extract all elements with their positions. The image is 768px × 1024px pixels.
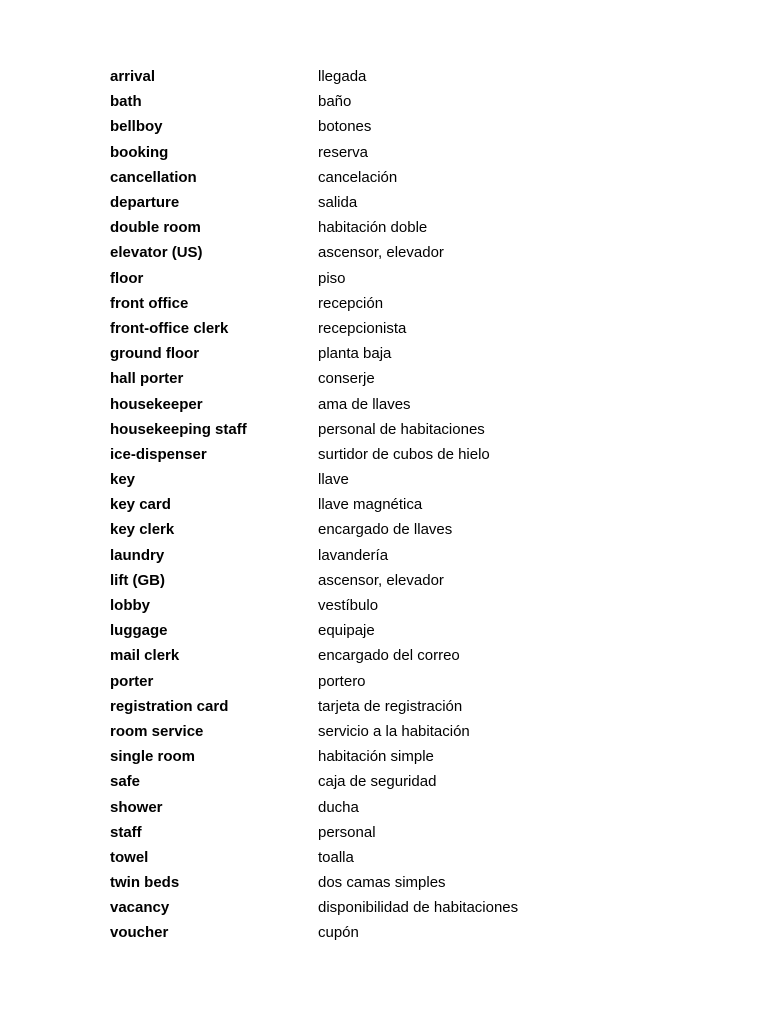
glossary-translation: tarjeta de registración xyxy=(318,697,463,715)
glossary-term: lift (GB) xyxy=(110,571,165,589)
glossary-translation: caja de seguridad xyxy=(318,773,437,791)
glossary-translation: llegada xyxy=(318,68,367,86)
glossary-term: hall porter xyxy=(110,370,184,388)
glossary-term: registration card xyxy=(110,697,229,715)
glossary-translation: cancelación xyxy=(318,168,398,186)
glossary-row xyxy=(110,114,670,139)
glossary-term: ground floor xyxy=(110,345,200,363)
glossary-translation: cupón xyxy=(318,924,359,942)
glossary-translation: llave magnética xyxy=(318,496,423,514)
glossary-translation: salida xyxy=(318,194,358,212)
glossary-row xyxy=(110,719,670,744)
glossary-translation: portero xyxy=(318,672,366,690)
glossary-row xyxy=(110,870,670,895)
glossary-row xyxy=(110,240,670,265)
glossary-term: twin beds xyxy=(110,874,180,892)
glossary-translation: llave xyxy=(318,471,349,489)
glossary-translation: ama de llaves xyxy=(318,395,411,413)
glossary-row xyxy=(110,794,670,819)
glossary-row xyxy=(110,467,670,492)
glossary-translation: dos camas simples xyxy=(318,874,446,892)
glossary-translation: piso xyxy=(318,269,346,287)
glossary-row xyxy=(110,341,670,366)
glossary-translation: servicio a la habitación xyxy=(318,722,470,740)
glossary-translation: toalla xyxy=(318,848,354,866)
glossary-row xyxy=(110,744,670,769)
glossary-term: laundry xyxy=(110,546,165,564)
glossary-term: staff xyxy=(110,823,142,841)
glossary-translation: ducha xyxy=(318,798,359,816)
glossary-translation: recepción xyxy=(318,294,384,312)
glossary-row xyxy=(110,643,670,668)
glossary-row xyxy=(110,64,670,89)
glossary-term: shower xyxy=(110,798,163,816)
glossary-translation: ascensor, elevador xyxy=(318,244,444,262)
glossary-translation: habitación doble xyxy=(318,219,428,237)
glossary-row xyxy=(110,190,670,215)
glossary-row xyxy=(110,366,670,391)
glossary-translation: reserva xyxy=(318,143,369,161)
glossary-row xyxy=(110,291,670,316)
glossary-row xyxy=(110,165,670,190)
glossary-translation: ascensor, elevador xyxy=(318,571,444,589)
glossary-row xyxy=(110,543,670,568)
glossary-term: bath xyxy=(110,93,142,111)
glossary-term: key xyxy=(110,471,136,489)
glossary-term: arrival xyxy=(110,68,156,86)
glossary-row xyxy=(110,517,670,542)
glossary-row xyxy=(110,769,670,794)
glossary-translation: planta baja xyxy=(318,345,392,363)
glossary-term: elevator (US) xyxy=(110,244,203,262)
glossary-row xyxy=(110,316,670,341)
glossary-translation: botones xyxy=(318,118,372,136)
glossary-row xyxy=(110,266,670,291)
glossary-term: porter xyxy=(110,672,154,690)
glossary-translation: vestíbulo xyxy=(318,597,379,615)
glossary-row xyxy=(110,140,670,165)
glossary-row xyxy=(110,845,670,870)
glossary-term: booking xyxy=(110,143,169,161)
glossary-term: single room xyxy=(110,748,196,766)
glossary-term: luggage xyxy=(110,622,168,640)
glossary-row xyxy=(110,820,670,845)
glossary-translation: recepcionista xyxy=(318,319,407,337)
glossary-row xyxy=(110,215,670,240)
glossary-row xyxy=(110,391,670,416)
glossary-term: bellboy xyxy=(110,118,163,136)
glossary-term: voucher xyxy=(110,924,169,942)
glossary-term: key clerk xyxy=(110,521,175,539)
glossary-term: housekeeper xyxy=(110,395,203,413)
glossary-translation: disponibilidad de habitaciones xyxy=(318,899,519,917)
glossary-row xyxy=(110,669,670,694)
glossary-translation: baño xyxy=(318,93,352,111)
glossary-row xyxy=(110,568,670,593)
glossary-translation: habitación simple xyxy=(318,748,434,766)
glossary-row xyxy=(110,920,670,945)
glossary-row xyxy=(110,618,670,643)
glossary-translation: encargado de llaves xyxy=(318,521,453,539)
glossary-term: lobby xyxy=(110,597,150,615)
glossary-term: ice-dispenser xyxy=(110,445,207,463)
glossary-table xyxy=(110,64,670,946)
glossary-term: front-office clerk xyxy=(110,319,229,337)
glossary-row xyxy=(110,417,670,442)
glossary-translation: personal xyxy=(318,823,376,841)
glossary-translation: equipaje xyxy=(318,622,375,640)
glossary-term: floor xyxy=(110,269,144,287)
glossary-translation: lavandería xyxy=(318,546,389,564)
glossary-term: safe xyxy=(110,773,141,791)
glossary-term: key card xyxy=(110,496,171,514)
glossary-row xyxy=(110,492,670,517)
glossary-row xyxy=(110,442,670,467)
glossary-row xyxy=(110,593,670,618)
glossary-row xyxy=(110,89,670,114)
glossary-translation: conserje xyxy=(318,370,375,388)
glossary-translation: encargado del correo xyxy=(318,647,460,665)
glossary-term: towel xyxy=(110,848,149,866)
glossary-translation: personal de habitaciones xyxy=(318,420,485,438)
glossary-term: room service xyxy=(110,722,204,740)
glossary-term: departure xyxy=(110,194,180,212)
glossary-term: front office xyxy=(110,294,189,312)
glossary-term: housekeeping staff xyxy=(110,420,247,438)
glossary-row xyxy=(110,694,670,719)
glossary-term: double room xyxy=(110,219,201,237)
glossary-translation: surtidor de cubos de hielo xyxy=(318,445,490,463)
glossary-term: mail clerk xyxy=(110,647,180,665)
glossary-row xyxy=(110,895,670,920)
glossary-term: vacancy xyxy=(110,899,170,917)
glossary-term: cancellation xyxy=(110,168,197,186)
